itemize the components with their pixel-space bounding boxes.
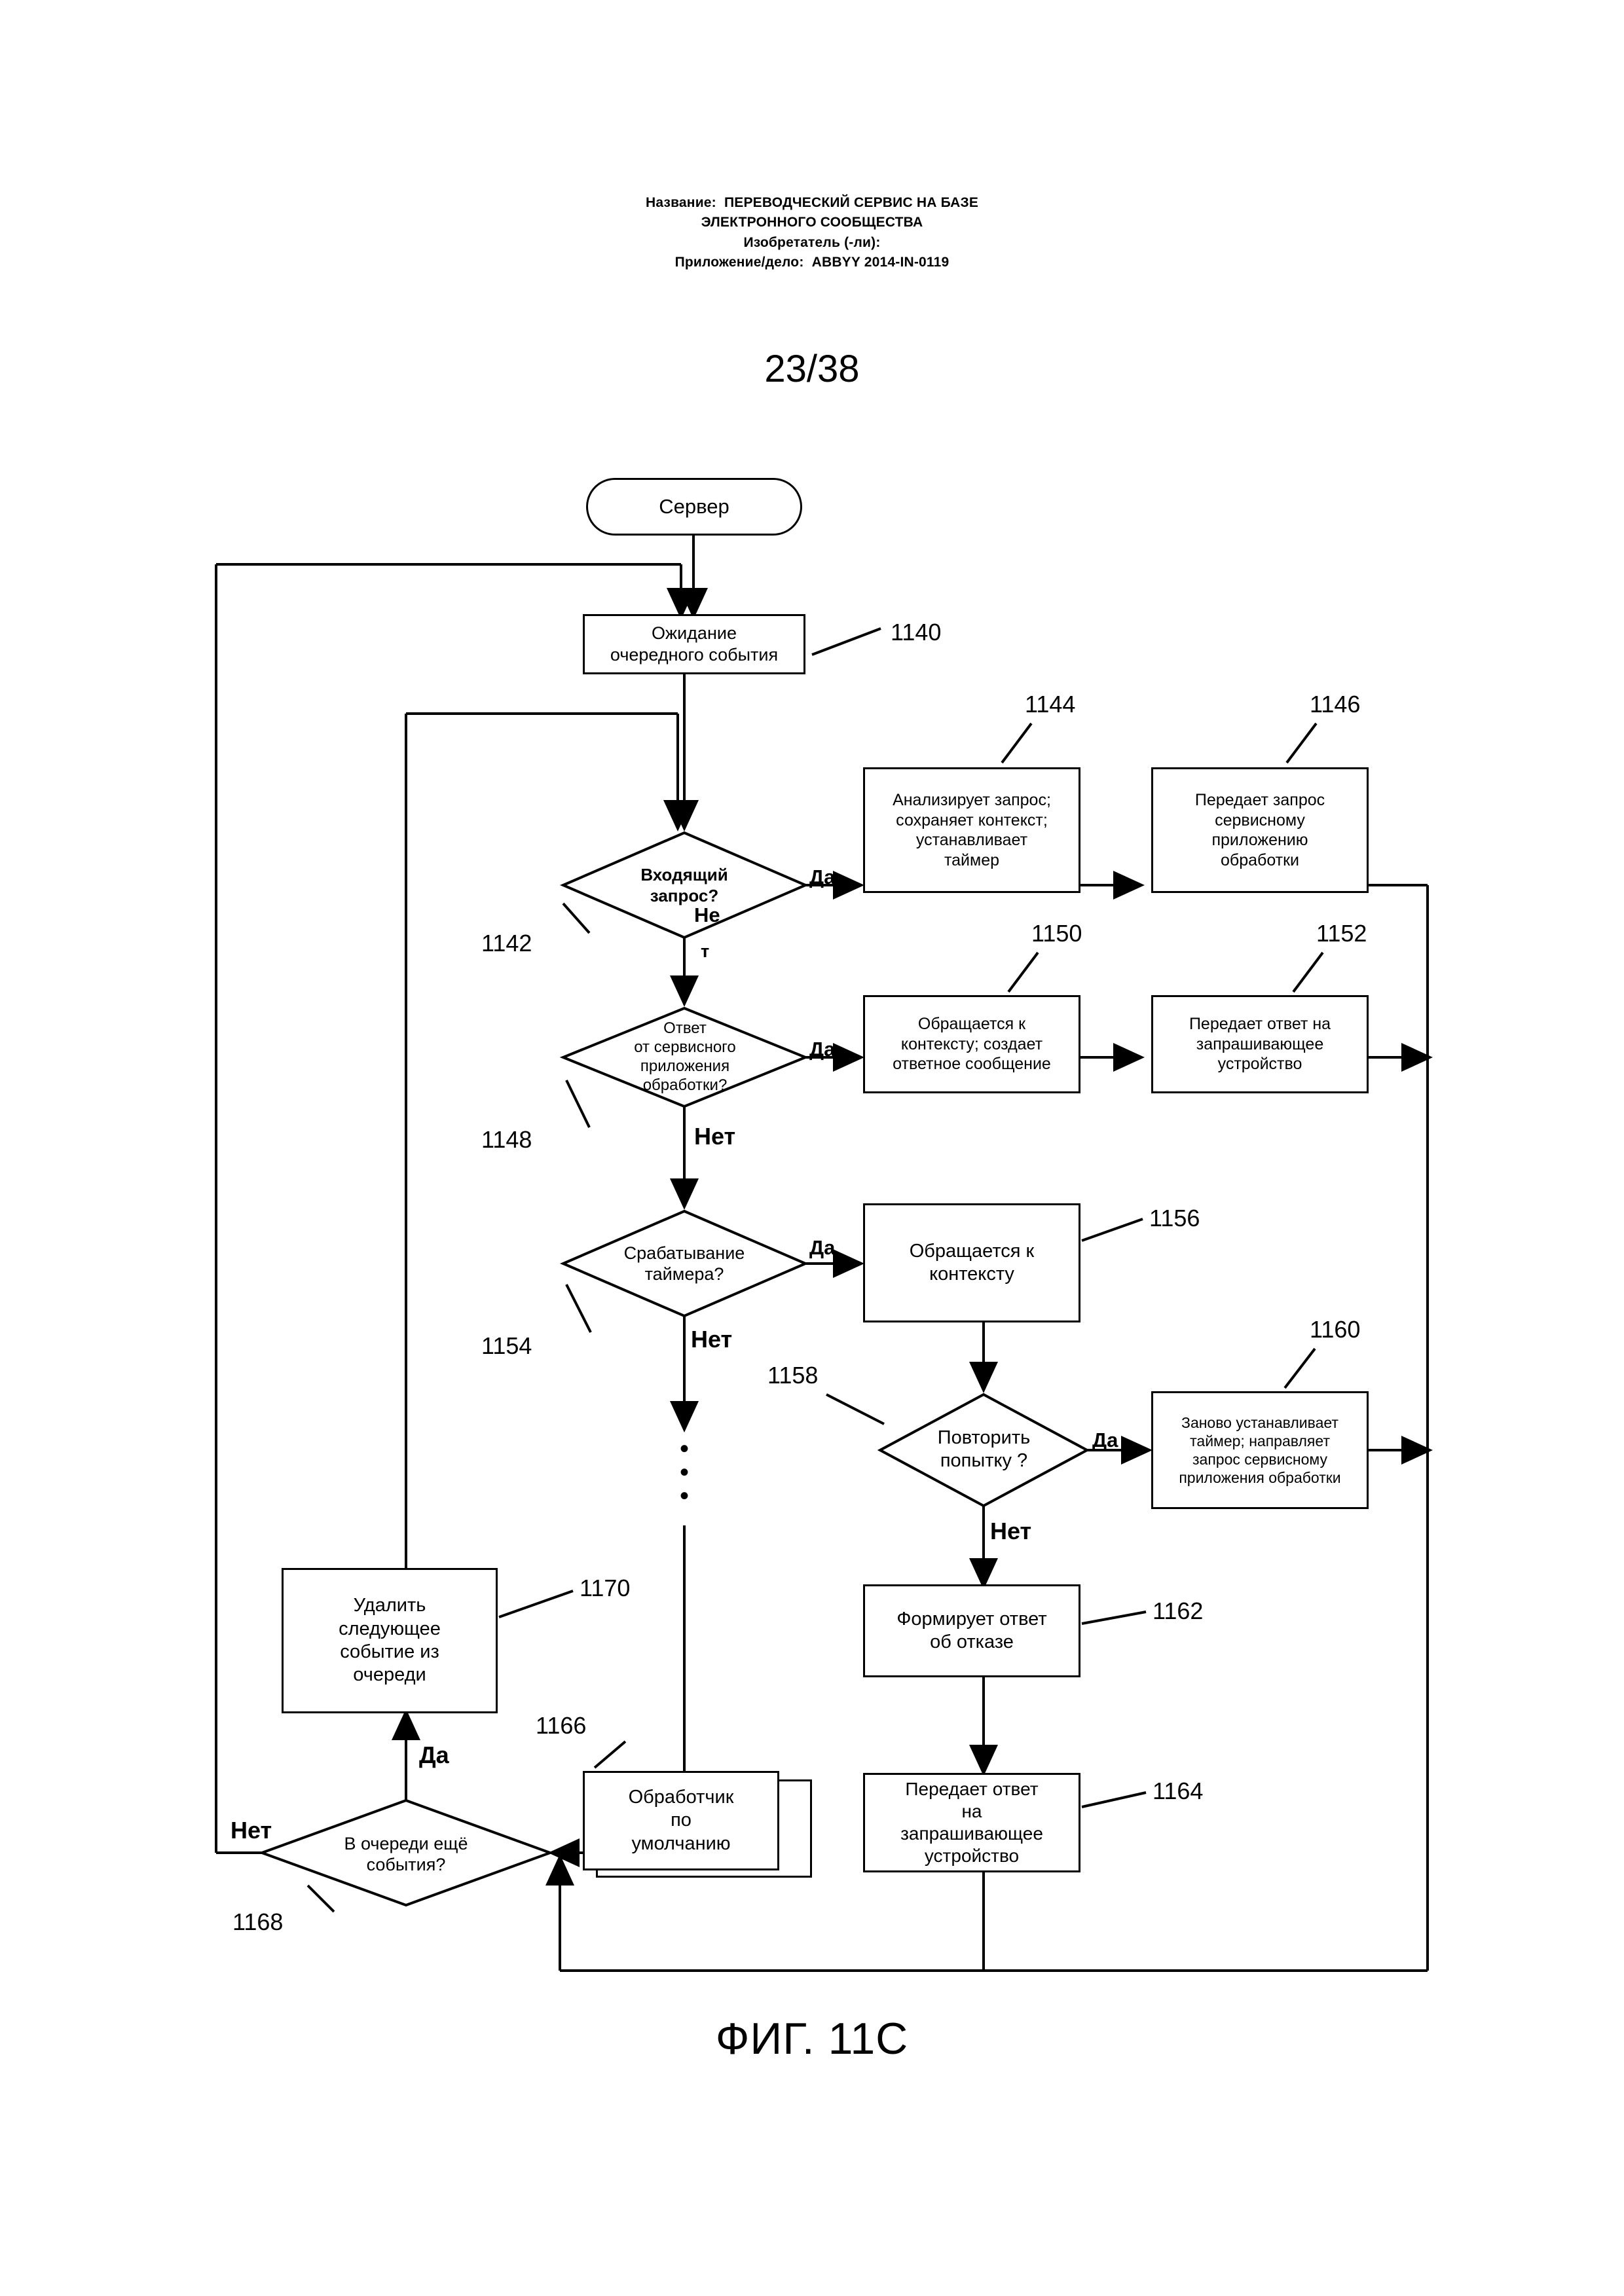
edge-label-1168-no: Нет — [231, 1817, 272, 1844]
edge-label-1154-no: Нет — [691, 1326, 733, 1353]
node-1144-line1: Анализирует запрос; — [893, 791, 1051, 809]
node-1160-line3: запрос сервисному — [1192, 1451, 1327, 1468]
node-1168-line2: события? — [366, 1855, 446, 1874]
edge-label-1158-no: Нет — [990, 1518, 1032, 1544]
node-1160-line2: таймер; направляет — [1190, 1432, 1330, 1449]
node-1164-line2: на — [961, 1800, 982, 1821]
node-1146-line2: сервисному — [1215, 811, 1305, 829]
edge-label-1168-yes: Да — [419, 1741, 449, 1768]
node-1154-line2: таймера? — [644, 1264, 724, 1284]
node-start-label: Сервер — [659, 495, 729, 518]
node-1152-line2: запрашивающее — [1196, 1034, 1324, 1053]
node-1140-line1: Ожидание — [652, 623, 737, 644]
node-1156-line1: Обращается к — [909, 1240, 1035, 1262]
node-1164-line1: Передает ответ — [905, 1778, 1039, 1799]
node-1170-line3: событие из — [340, 1641, 439, 1662]
edge-label-1148-no: Нет — [694, 1123, 736, 1150]
node-1140-line2: очередного события — [610, 645, 779, 665]
page-number: 23/38 — [764, 348, 860, 390]
node-1164-line3: запрашивающее — [900, 1823, 1043, 1844]
ref-1164: 1164 — [1153, 1777, 1204, 1804]
node-1152-line1: Передает ответ на — [1189, 1015, 1331, 1034]
node-1150-line2: контексту; создает — [900, 1034, 1043, 1053]
header-title-line1: Название: ПЕРЕВОДЧЕСКИЙ СЕРВИС НА БАЗЕ — [645, 195, 979, 210]
edge-label-1142-yes: Да — [809, 866, 836, 888]
node-1160-line4: приложения обработки — [1179, 1469, 1341, 1487]
node-1170-line4: очереди — [353, 1664, 426, 1686]
node-1148-line4: обработки? — [642, 1076, 728, 1094]
node-1166-line3: умолчанию — [631, 1832, 731, 1854]
ref-1160: 1160 — [1310, 1316, 1361, 1343]
node-1158-line2: попытку ? — [940, 1450, 1028, 1471]
node-1158-line1: Повторить — [937, 1427, 1031, 1449]
ref-1170: 1170 — [580, 1575, 631, 1601]
node-1166-line1: Обработчик — [628, 1786, 734, 1808]
header-application-line: Приложение/дело: ABBYY 2014-IN-0119 — [674, 255, 950, 270]
node-1170-line1: Удалить — [353, 1595, 426, 1616]
figure-label: ФИГ. 11C — [715, 2014, 909, 2064]
node-1162-line1: Формирует ответ — [896, 1608, 1047, 1630]
ellipsis-marker: • • • — [679, 1434, 689, 1510]
ref-1144: 1144 — [1025, 691, 1076, 718]
node-1150-line1: Обращается к — [917, 1015, 1026, 1034]
node-1162-line2: об отказе — [930, 1631, 1014, 1652]
node-1166-line2: по — [671, 1810, 692, 1831]
ref-1152: 1152 — [1316, 920, 1367, 947]
node-1146-line3: приложению — [1211, 831, 1308, 849]
ref-1140: 1140 — [891, 619, 942, 646]
edge-label-1148-yes: Да — [809, 1038, 836, 1061]
ref-1142: 1142 — [481, 930, 532, 957]
node-1168-line1: В очереди ещё — [344, 1833, 468, 1853]
ref-1156: 1156 — [1149, 1205, 1200, 1231]
node-1144-line3: устанавливает — [915, 831, 1028, 849]
node-1170-line2: следующее — [339, 1618, 441, 1639]
ref-1148: 1148 — [481, 1126, 532, 1153]
node-1150-line3: ответное сообщение — [893, 1055, 1051, 1074]
node-1144-line2: сохраняет контекст; — [896, 811, 1048, 829]
edge-label-1158-yes: Да — [1092, 1429, 1118, 1451]
node-1142-line2: запрос? — [650, 885, 719, 905]
node-1146-line4: обработки — [1220, 850, 1300, 869]
ref-1154: 1154 — [481, 1332, 532, 1359]
ref-1158: 1158 — [767, 1362, 819, 1389]
node-1156-line2: контексту — [929, 1264, 1014, 1285]
node-1148-line1: Ответ — [663, 1019, 707, 1038]
edge-label-1142-no-1: Не — [694, 903, 720, 926]
node-1152-line3: устройство — [1217, 1055, 1302, 1074]
ref-1146: 1146 — [1310, 691, 1361, 718]
node-1164-line4: устройство — [924, 1846, 1020, 1867]
node-1148-line2: от сервисного — [634, 1038, 736, 1057]
node-1142-line1: Входящий — [640, 865, 728, 885]
node-1144-line4: таймер — [944, 850, 1000, 869]
edge-label-1154-yes: Да — [809, 1236, 836, 1259]
node-1154-line1: Срабатывание — [623, 1243, 745, 1263]
edge-label-1142-no-2: т — [701, 941, 710, 961]
header-inventor-line: Изобретатель (-ли): — [743, 234, 881, 250]
ref-1150: 1150 — [1031, 920, 1082, 947]
header-title-line2: ЭЛЕКТРОННОГО СООБЩЕСТВА — [701, 215, 923, 230]
node-1160-line1: Заново устанавливает — [1181, 1413, 1338, 1431]
node-1148-line3: приложения — [640, 1057, 730, 1075]
ref-1168: 1168 — [232, 1908, 284, 1935]
node-1146-line1: Передает запрос — [1194, 791, 1325, 809]
ref-1162: 1162 — [1153, 1597, 1204, 1624]
ref-1166: 1166 — [536, 1712, 587, 1739]
